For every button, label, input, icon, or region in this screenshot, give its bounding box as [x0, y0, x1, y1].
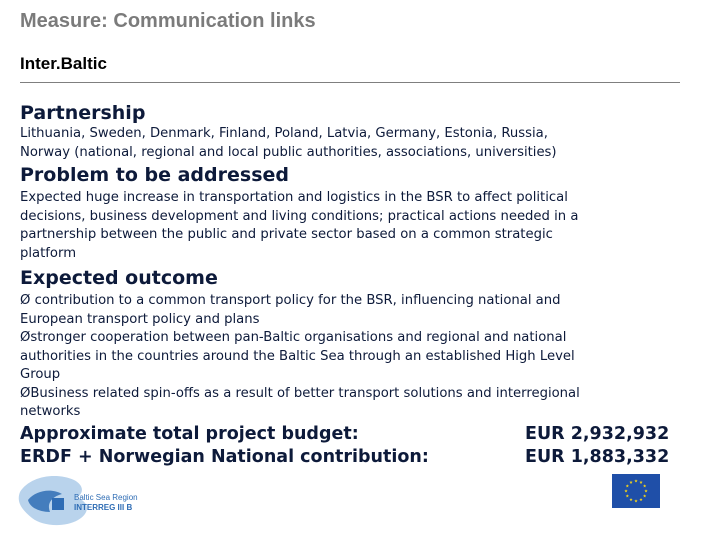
- partnership-heading: Partnership: [20, 102, 146, 124]
- baltic-sea-region-logo: [16, 470, 154, 532]
- outcome-line: networks: [20, 404, 81, 419]
- erdf-contribution-value: EUR 1,883,332: [525, 447, 670, 467]
- outcome-line: Ø contribution to a common transport policy for the BSR, influencing national and: [20, 293, 561, 308]
- problem-line: partnership between the public and private sector based on a common strategic: [20, 227, 553, 242]
- outcome-line: Østronger cooperation between pan-Baltic organisations and regional and national: [20, 330, 567, 345]
- outcome-line: ØBusiness related spin-offs as a result of better transport solutions and interregional: [20, 385, 580, 401]
- outcome-line: authorities in the countries around the Baltic Sea through an established High Level: [20, 348, 575, 364]
- divider: [20, 82, 680, 83]
- erdf-contribution-label: ERDF + Norwegian National contribution:: [20, 447, 429, 467]
- problem-text: [20, 189, 710, 263]
- problem-line: decisions, business development and living conditions; practical actions needed in a: [20, 208, 579, 224]
- eu-flag-icon: [612, 474, 660, 508]
- outcome-line: Group: [20, 367, 61, 382]
- total-budget-value: EUR 2,932,932: [525, 424, 670, 444]
- logo-text-line2: INTERREG III B: [74, 503, 133, 512]
- partnership-line: Lithuania, Sweden, Denmark, Finland, Poland, Latvia, Germany, Estonia, Russia,: [20, 126, 548, 141]
- problem-line: platform: [20, 245, 77, 261]
- eu-flag-field: [612, 474, 660, 508]
- total-budget-label: Approximate total project budget:: [20, 424, 359, 444]
- logo-square: [52, 498, 64, 510]
- project-name: Inter.Baltic: [20, 54, 107, 73]
- partnership-text: [20, 125, 710, 162]
- outcome-line: European transport policy and plans: [20, 311, 260, 327]
- measure-title: Measure: Communication links: [20, 10, 316, 32]
- logo-text-line1: Baltic Sea Region: [74, 493, 138, 502]
- outcome-heading: Expected outcome: [20, 267, 218, 289]
- partnership-line: Norway (national, regional and local public authorities, associations, universities): [20, 144, 557, 160]
- problem-line: Expected huge increase in transportation and logistics in the BSR to affect political: [20, 190, 568, 205]
- problem-heading: Problem to be addressed: [20, 164, 289, 186]
- outcome-text: [20, 292, 710, 422]
